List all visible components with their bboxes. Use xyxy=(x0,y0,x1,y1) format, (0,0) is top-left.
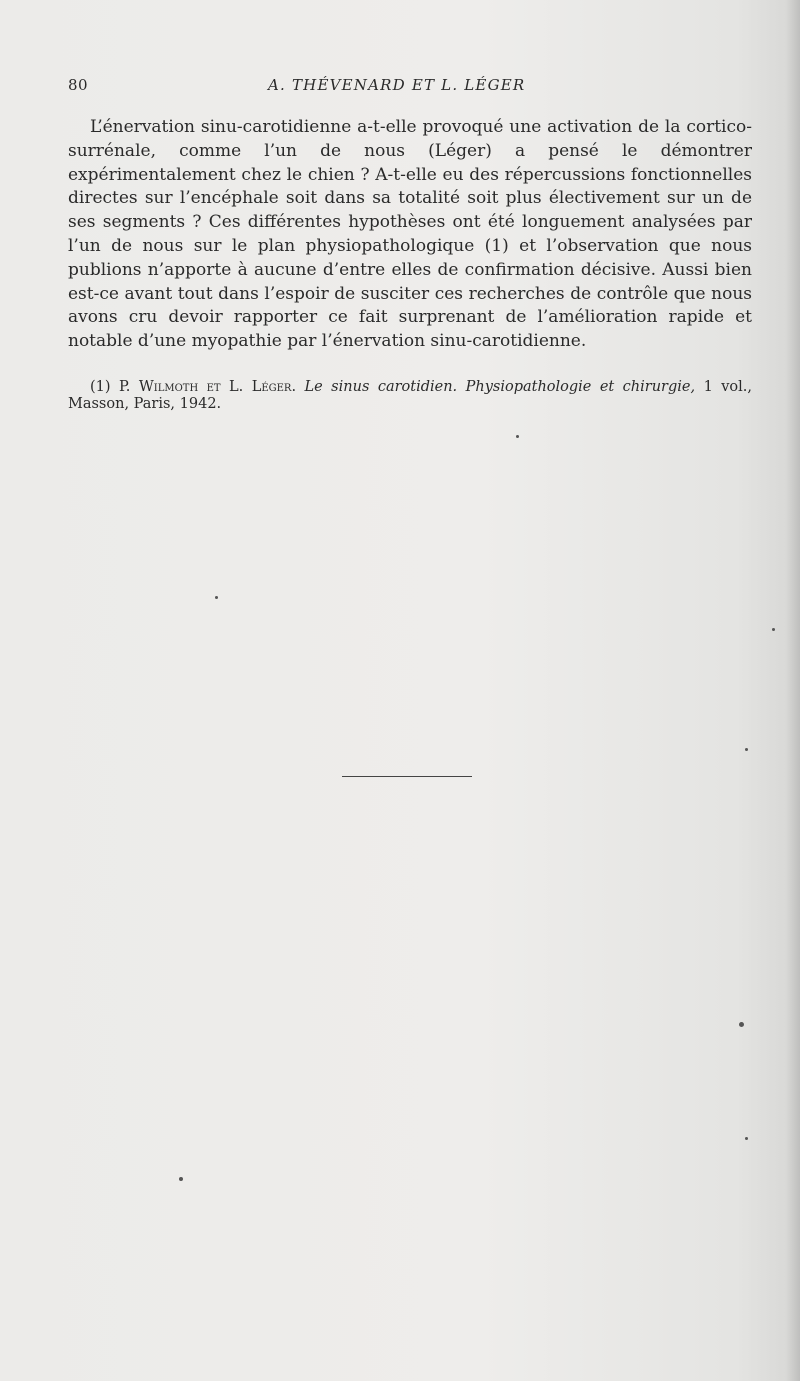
paper-speck xyxy=(745,1137,748,1140)
end-rule xyxy=(342,776,472,777)
paper-speck xyxy=(215,596,218,599)
footnote-title: Le sinus carotidien. Physiopathologie et chirurgie, xyxy=(304,379,696,395)
paper-speck xyxy=(745,748,748,751)
paper-speck xyxy=(772,628,775,631)
footnote-marker: (1) xyxy=(90,379,119,395)
footnote-publication: 1 vol., Masson, Paris, 1942. xyxy=(68,379,753,412)
footnote xyxy=(68,379,752,413)
page-header xyxy=(68,76,756,100)
paper-speck xyxy=(516,435,519,438)
footnote-authors: P. Wilmoth et L. Léger. xyxy=(118,379,297,395)
body-paragraph: L’énervation sinu-carotidienne a-t-elle provoqué une activation de la cortico-surrénale, comme l’un de nous (Léger) a pensé le démontrer expérimentalement chez le chien ? A-t-elle eu des répercussions fonctionnelles directes sur l’encéphale soit dans sa totalité soit plus électivement sur un de ses segments ? Ces différentes hypothèses ont été longuement analysées par l’un de nous sur le plan physiopathologique (1) et l’observation que nous publions n’apporte à aucune d’entre elles de confirmation décisive. Aussi bien est-ce avant tout dans l’espoir de susciter ces recherches de contrôle que nous avons cru devoir rapporter ce fait surprenant de l’amélioration rapide et notable d’une myopathie par l’énervation sinu-carotidienne. xyxy=(68,117,752,352)
paper-speck xyxy=(739,1022,744,1027)
paper-speck xyxy=(179,1177,183,1181)
page-number: 80 xyxy=(68,76,89,94)
running-head: A. THÉVENARD ET L. LÉGER xyxy=(268,76,526,94)
page-edge-shadow xyxy=(786,0,800,1381)
